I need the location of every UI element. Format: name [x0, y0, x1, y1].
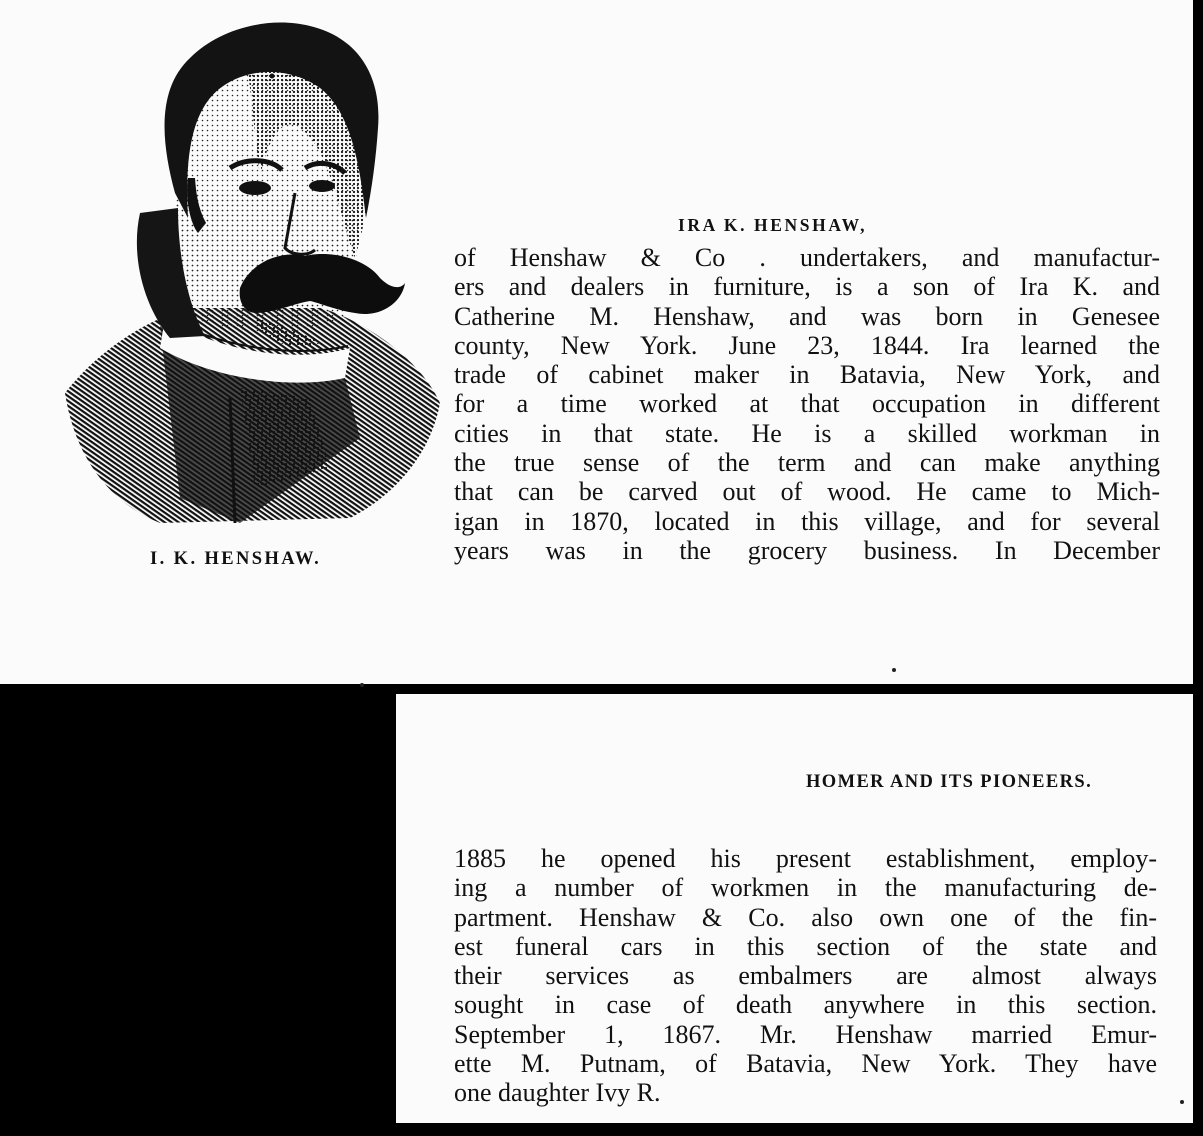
- text-line: ing a number of workmen in the manufacturing de-: [454, 873, 1157, 903]
- biography-text-page-2: [454, 844, 1157, 1108]
- running-head: HOMER AND ITS PIONEERS.: [806, 772, 1093, 792]
- print-speck: [892, 668, 896, 672]
- text-line: est funeral cars in this section of the state and: [454, 931, 1157, 961]
- text-line: the true sense of the term and can make anything: [454, 448, 1160, 478]
- text-line: years was in the grocery business. In December: [454, 535, 1160, 565]
- text-line: that can be carved out of wood. He came to Mich-: [454, 477, 1160, 507]
- text-line: county, New York. June 23, 1844. Ira learned the: [454, 330, 1160, 360]
- text-line: Catherine M. Henshaw, and was born in Genesee: [454, 301, 1160, 331]
- portrait-caption: I. K. HENSHAW.: [150, 549, 322, 569]
- text-line: cities in that state. He is a skilled workman in: [454, 418, 1160, 448]
- biography-text-page-1: [454, 243, 1160, 565]
- print-speck: [360, 683, 364, 687]
- text-line: trade of cabinet maker in Batavia, New York, and: [454, 360, 1160, 390]
- text-line: 1885 he opened his present establishment, employ-: [454, 844, 1157, 873]
- text-line: of Henshaw & Co . undertakers, and manufactur-: [454, 243, 1160, 272]
- text-line: ette M. Putnam, of Batavia, New York. They have: [454, 1049, 1157, 1079]
- text-line: partment. Henshaw & Co. also own one of the fin-: [454, 902, 1157, 932]
- print-speck: [1180, 1100, 1184, 1104]
- text-line: ers and dealers in furniture, is a son of Ira K. and: [454, 272, 1160, 302]
- text-line: sought in case of death anywhere in this section.: [454, 990, 1157, 1020]
- text-line: for a time worked at that occupation in different: [454, 389, 1160, 419]
- portrait-engraving: [60, 18, 445, 533]
- right-edge-strip: [1193, 0, 1203, 1136]
- text-line: one daughter Ivy R.: [454, 1078, 661, 1108]
- text-line: their services as embalmers are almost always: [454, 961, 1157, 991]
- text-line: September 1, 1867. Mr. Henshaw married Emur-: [454, 1019, 1157, 1049]
- biography-heading: IRA K. HENSHAW,: [678, 215, 868, 235]
- text-line: igan in 1870, located in this village, and for several: [454, 506, 1160, 536]
